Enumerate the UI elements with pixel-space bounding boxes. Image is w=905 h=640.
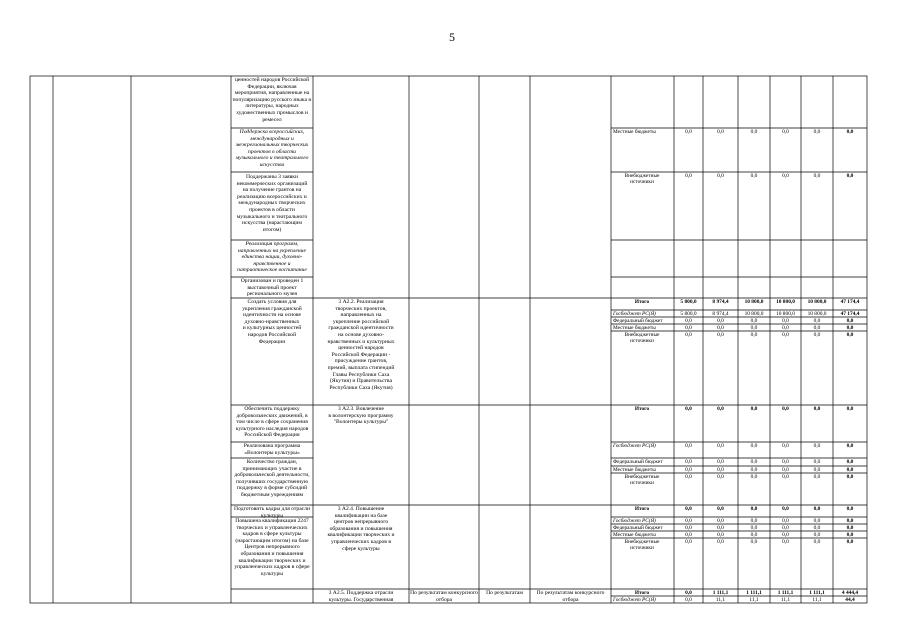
value-cell: 0,0 bbox=[750, 538, 758, 545]
value-cell: 0,0 bbox=[717, 538, 724, 545]
source-cell: Местные бюджеты bbox=[613, 324, 656, 331]
c7-line: Российской Федерации bbox=[244, 432, 300, 439]
value-cell: 0,0 bbox=[782, 473, 789, 480]
value-cell: 0,0 bbox=[717, 324, 724, 331]
a3-line: сфере культуры bbox=[342, 545, 380, 552]
a1-line: направленных на bbox=[340, 312, 382, 319]
value-cell: 0,0 bbox=[782, 128, 789, 135]
value-cell: 47 174,4 bbox=[840, 310, 860, 317]
c1-line: ценностей народов Российской bbox=[234, 77, 310, 83]
value-cell: 0,0 bbox=[717, 531, 724, 538]
value-cell: 4 444,4 bbox=[841, 589, 859, 596]
value-cell: 0,0 bbox=[717, 517, 724, 524]
value-cell: 0,0 bbox=[750, 524, 758, 531]
value-cell: 0,0 bbox=[685, 473, 692, 480]
source-cell: Местные бюджеты bbox=[613, 531, 656, 538]
source-cell: Итого bbox=[634, 405, 650, 412]
activity-a4 bbox=[313, 590, 409, 603]
value-cell: 0,0 bbox=[685, 442, 692, 449]
c11-line: квалификации творческих и bbox=[238, 557, 306, 564]
c11-line: культуры bbox=[260, 570, 284, 577]
cell-c2 bbox=[231, 129, 313, 169]
value-cell: 0,0 bbox=[813, 531, 821, 538]
source-cell: Местные бюджеты bbox=[613, 128, 656, 135]
value-cell: 11,1 bbox=[780, 596, 791, 603]
value-cell: 0,0 bbox=[782, 405, 789, 412]
value-cell: 0,0 bbox=[782, 505, 789, 512]
c8-line: «Волонтеры культуры» bbox=[244, 449, 300, 456]
value-cell: 0,0 bbox=[685, 524, 692, 531]
value-cell: 0,0 bbox=[782, 442, 789, 449]
a1-line: укрепление российской bbox=[332, 318, 390, 325]
a1-line: гражданской идентичности bbox=[328, 325, 394, 332]
a3-line: 3 А2.4. Повышение bbox=[337, 506, 385, 512]
cell-c4 bbox=[231, 241, 313, 274]
last-row-by2: По результатам конкурсного отбора bbox=[536, 590, 605, 603]
a1-line: премий, выплата стипендий bbox=[327, 364, 395, 371]
c5-line: Организован и проведен 1 bbox=[240, 278, 304, 284]
value-cell: 0,0 bbox=[717, 505, 724, 512]
c11-line: Центров непрерывного bbox=[244, 544, 300, 551]
value-cell: 0,0 bbox=[685, 172, 692, 179]
value-cell: 0,0 bbox=[717, 172, 724, 179]
c1-line: литературы, народных bbox=[245, 103, 299, 110]
value-cell: 0,0 bbox=[813, 538, 821, 545]
activity-a2 bbox=[313, 406, 409, 426]
value-cell: 0,0 bbox=[685, 128, 692, 135]
c4-line: направленных на укрепление bbox=[238, 247, 306, 254]
value-cell: 0,0 bbox=[846, 172, 854, 179]
c11-line: образования и повышения bbox=[240, 550, 304, 557]
value-cell: 0,0 bbox=[782, 458, 789, 465]
a1-line: Главы Республики Саха bbox=[332, 371, 390, 378]
value-cell: 0,0 bbox=[782, 531, 789, 538]
value-cell: 10 800,0 bbox=[807, 310, 827, 317]
value-cell: 0,0 bbox=[717, 524, 724, 531]
value-cell: 0,0 bbox=[750, 505, 758, 512]
c3-line: реализацию всероссийских и bbox=[237, 193, 307, 200]
last-row-result: По результатам конкурсного отбора bbox=[410, 590, 478, 603]
value-cell: 0,0 bbox=[782, 466, 789, 473]
value-cell: 0,0 bbox=[813, 442, 821, 449]
last-row-by: По результатам bbox=[486, 590, 523, 596]
cell-c5 bbox=[231, 278, 313, 298]
c7-line: добровольческих движений, в bbox=[236, 412, 308, 419]
a2-line: 3 А2.3. Вовлечение bbox=[337, 406, 385, 412]
value-cell: 0,0 bbox=[750, 531, 758, 538]
value-cell: 0,0 bbox=[846, 473, 854, 480]
c2-line: музыкального и театрального bbox=[235, 155, 309, 162]
a1-line: творческих проектов, bbox=[335, 305, 387, 312]
value-cell: 10 800,0 bbox=[744, 310, 764, 317]
value-cell: 0,0 bbox=[813, 317, 821, 324]
value-cell: 47 174,4 bbox=[840, 298, 860, 305]
c5-line: выставочный проект bbox=[247, 284, 297, 291]
value-cell: 0,0 bbox=[846, 531, 854, 538]
c6-line: народов Российской bbox=[247, 331, 297, 338]
value-cell: 0,0 bbox=[717, 458, 724, 465]
value-cell: 0,0 bbox=[750, 324, 758, 331]
c4-line: Реализация программ, bbox=[245, 241, 299, 247]
value-cell: 0,0 bbox=[717, 405, 724, 412]
source-cell: Итого bbox=[634, 298, 650, 305]
value-cell: 0,0 bbox=[717, 466, 724, 473]
a4-line: 3 А2.5. Поддержка отрасли bbox=[328, 590, 394, 596]
value-cell: 0,0 bbox=[685, 596, 692, 603]
value-cell: 0,0 bbox=[717, 473, 724, 480]
c4-line: нравственное и bbox=[253, 260, 291, 267]
value-cell: 0,0 bbox=[782, 538, 789, 545]
value-cell: 0,0 bbox=[813, 128, 821, 135]
source-cell: Федеральный бюджет bbox=[613, 524, 663, 531]
c1-line: мероприятия, направленные на bbox=[234, 90, 310, 97]
source-cell: Внебюджетные источники bbox=[624, 172, 660, 185]
value-cell: 44,4 bbox=[845, 596, 855, 603]
value-cell: 0,0 bbox=[846, 442, 854, 449]
value-cell: 0,0 bbox=[846, 405, 854, 412]
c6-line: Создать условия для bbox=[247, 299, 297, 305]
activity-a1 bbox=[313, 299, 409, 391]
value-cell: 10 800,0 bbox=[776, 298, 795, 305]
a3-line: квалификации творческих и bbox=[327, 532, 395, 539]
value-cell: 0,0 bbox=[685, 517, 692, 524]
value-cell: 0,0 bbox=[685, 531, 692, 538]
source-cell: Федеральный бюджет bbox=[613, 458, 663, 465]
c2-line: проектов в области bbox=[248, 148, 296, 155]
value-cell: 0,0 bbox=[750, 458, 758, 465]
c3-line: Поддержаны 3 заявки bbox=[246, 174, 298, 180]
value-cell: 5 800,0 bbox=[680, 310, 697, 317]
value-cell: 10 800,0 bbox=[807, 298, 827, 305]
value-cell: 0,0 bbox=[813, 458, 821, 465]
value-cell: 0,0 bbox=[782, 524, 789, 531]
value-cell: 0,0 bbox=[813, 324, 821, 331]
value-cell: 0,0 bbox=[750, 317, 758, 324]
value-cell: 0,0 bbox=[750, 405, 758, 412]
a1-line: присуждение грантов, bbox=[334, 358, 388, 365]
value-cell: 0,0 bbox=[782, 317, 789, 324]
value-cell: 1 111,1 bbox=[809, 589, 825, 596]
c9-line: бюджетным учреждениям bbox=[240, 491, 304, 498]
a1-line: Российской Федерации - bbox=[331, 351, 391, 358]
a3-line: управленческих кадров в bbox=[331, 538, 391, 545]
c3-line: итогом) bbox=[262, 226, 282, 233]
value-cell: 0,0 bbox=[813, 517, 821, 524]
c2-line: искусства bbox=[259, 161, 285, 168]
c1-line: Федерации, включая bbox=[247, 83, 297, 90]
value-cell: 0,0 bbox=[750, 331, 758, 338]
value-cell: 0,0 bbox=[685, 405, 692, 412]
c5-line: регионального музея bbox=[247, 291, 297, 298]
c6-line: укрепления гражданской bbox=[242, 305, 302, 312]
value-cell: 0,0 bbox=[685, 505, 692, 512]
c10-line: Подготовить кадры для отрасли bbox=[234, 506, 310, 512]
value-cell: 0,0 bbox=[782, 331, 789, 338]
value-cell: 0,0 bbox=[750, 517, 758, 524]
value-cell: 5 800,0 bbox=[680, 298, 697, 305]
c9-line: добровольческой деятельности, bbox=[234, 472, 310, 479]
value-cell: 0,0 bbox=[846, 128, 854, 135]
source-cell: Госбюджет РС(Я) bbox=[613, 442, 656, 449]
c10-line: культуры bbox=[260, 512, 284, 519]
c6-line: идентичности на основе bbox=[243, 312, 301, 319]
a1-line: Республики Саха (Якутия) bbox=[329, 384, 393, 391]
value-cell: 1 111,1 bbox=[712, 589, 729, 596]
c9-line: принимающих участие в bbox=[242, 465, 302, 472]
c6-line: духовно-нравственных bbox=[244, 318, 300, 325]
c1-line: популяризацию русского языка и bbox=[232, 96, 312, 103]
a3-line: квалификации на базе bbox=[334, 512, 388, 519]
value-cell: 0,0 bbox=[846, 517, 854, 524]
c7-line: том числе в сфере сохранения bbox=[236, 419, 308, 426]
c7-line: Обеспечить поддержку bbox=[244, 406, 300, 412]
a4-line: культуры. Государственная bbox=[328, 596, 394, 603]
value-cell: 0,0 bbox=[717, 331, 724, 338]
value-cell: 0,0 bbox=[813, 466, 821, 473]
value-cell: 0,0 bbox=[846, 466, 854, 473]
value-cell: 0,0 bbox=[717, 317, 724, 324]
value-cell: 0,0 bbox=[685, 458, 692, 465]
c11-line: кадров в сфере культуры bbox=[242, 531, 302, 538]
value-cell: 0,0 bbox=[750, 172, 758, 179]
c9-line: получивших государственную bbox=[235, 478, 309, 485]
c2-line: межрегиональных творческих bbox=[235, 142, 309, 149]
c2-line: Поддержка всероссийских, bbox=[239, 129, 305, 135]
value-cell: 0,0 bbox=[846, 458, 854, 465]
value-cell: 0,0 bbox=[846, 538, 854, 545]
c1-line: художественных промыслов и bbox=[236, 109, 308, 116]
value-cell: 0,0 bbox=[782, 172, 789, 179]
cell-c7 bbox=[231, 406, 313, 439]
value-cell: 0,0 bbox=[750, 442, 758, 449]
cell-c11 bbox=[231, 518, 313, 577]
value-cell: 1 111,1 bbox=[777, 589, 794, 596]
source-cell: Госбюджет РС(Я) bbox=[613, 517, 656, 524]
c6-line: и культурных ценностей bbox=[242, 325, 302, 332]
value-cell: 0,0 bbox=[717, 128, 724, 135]
c3-line: искусства (нарастающим bbox=[242, 220, 302, 227]
value-cell: 0,0 bbox=[750, 466, 758, 473]
value-cell: 0,0 bbox=[685, 466, 692, 473]
a2-line: "Волонтеры культуры" bbox=[333, 419, 389, 426]
c4-line: единства нации, духовно- bbox=[241, 254, 303, 261]
a1-line: на основе духовно- bbox=[338, 331, 384, 338]
source-cell: Внебюджетные источники bbox=[624, 473, 660, 486]
value-cell: 0,0 bbox=[813, 524, 821, 531]
c3-line: на получение грантов на bbox=[242, 187, 302, 194]
value-cell: 0,0 bbox=[813, 405, 821, 412]
value-cell: 0,0 bbox=[750, 128, 758, 135]
c9-line: поддержку в форме субсидий bbox=[236, 485, 308, 492]
value-cell: 0,0 bbox=[717, 442, 724, 449]
value-cell: 0,0 bbox=[846, 524, 854, 531]
value-cell: 8 974,4 bbox=[712, 298, 729, 305]
value-cell: 11,1 bbox=[715, 596, 726, 603]
c11-line: управленческих кадров в сфере bbox=[234, 564, 310, 571]
c4-line: патриотическое воспитание bbox=[237, 267, 307, 274]
value-cell: 0,0 bbox=[846, 317, 854, 324]
source-cell: Внебюджетные источники bbox=[624, 331, 660, 344]
a1-line: ценностей народов bbox=[338, 345, 384, 352]
c3-line: некоммерческих организаций bbox=[236, 180, 308, 187]
value-cell: 0,0 bbox=[685, 324, 692, 331]
value-cell: 0,0 bbox=[846, 324, 854, 331]
a3-line: образования и повышения bbox=[329, 525, 393, 532]
value-cell: 0,0 bbox=[685, 589, 692, 596]
source-cell: Госбюджет РС(Я) bbox=[613, 310, 656, 317]
activity-a3 bbox=[313, 506, 409, 552]
value-cell: 0,0 bbox=[685, 317, 692, 324]
page-number: 5 bbox=[449, 30, 455, 44]
value-cell: 0,0 bbox=[813, 331, 821, 338]
cell-c8 bbox=[231, 443, 313, 456]
value-cell: 0,0 bbox=[782, 517, 789, 524]
c11-line: (нарастающим итогом) на базе bbox=[235, 537, 309, 544]
a1-line: (Якутия) и Правительства bbox=[330, 378, 392, 385]
cell-c6 bbox=[231, 299, 313, 345]
c9-line: Количество граждан, bbox=[246, 459, 298, 465]
cell-c3 bbox=[231, 174, 313, 233]
value-cell: 0,0 bbox=[813, 505, 821, 512]
a1-line: нравственных и культурных bbox=[327, 338, 395, 345]
c8-line: Реализована программа bbox=[243, 443, 301, 449]
c6-line: Федерации bbox=[258, 338, 286, 345]
value-cell: 8 974,4 bbox=[712, 310, 729, 317]
c3-line: музыкального и театрального bbox=[236, 213, 308, 220]
c11-line: творческих и управленческих bbox=[236, 524, 308, 531]
c2-line: международных и bbox=[250, 135, 294, 142]
value-cell: 0,0 bbox=[685, 538, 692, 545]
c11-line: Повышена квалификация 2247 bbox=[235, 518, 309, 524]
source-cell: Внебюджетные источники bbox=[624, 538, 660, 551]
value-cell: 11,1 bbox=[812, 596, 822, 603]
source-cell: Итого bbox=[634, 505, 650, 512]
value-cell: 10 800,0 bbox=[776, 310, 795, 317]
a1-line: 3 А2.2. Реализация bbox=[338, 299, 384, 305]
value-cell: 11,1 bbox=[749, 596, 759, 603]
c3-line: проектов в области bbox=[249, 206, 295, 213]
value-cell: 1 111,1 bbox=[746, 589, 762, 596]
c1-line: ремесел bbox=[262, 116, 282, 123]
value-cell: 0,0 bbox=[782, 324, 789, 331]
value-cell: 0,0 bbox=[846, 505, 854, 512]
a3-line: центров непрерывного bbox=[333, 519, 389, 526]
value-cell: 0,0 bbox=[750, 473, 758, 480]
cell-c9 bbox=[231, 459, 313, 499]
c7-line: культурного наследия народов bbox=[235, 425, 309, 432]
c3-line: международных творческих bbox=[238, 200, 306, 207]
value-cell: 0,0 bbox=[846, 331, 854, 338]
a2-line: в волонтерскую программу bbox=[328, 412, 394, 419]
value-cell: 0,0 bbox=[813, 473, 821, 480]
value-cell: 10 800,0 bbox=[744, 298, 764, 305]
cell-c1 bbox=[231, 77, 313, 123]
source-cell: Федеральный бюджет bbox=[613, 317, 663, 324]
source-cell: Итого bbox=[634, 589, 650, 596]
value-cell: 0,0 bbox=[813, 172, 821, 179]
value-cell: 0,0 bbox=[685, 331, 692, 338]
source-cell: Госбюджет РС(Я) bbox=[613, 596, 656, 603]
source-cell: Местные бюджеты bbox=[613, 466, 656, 473]
